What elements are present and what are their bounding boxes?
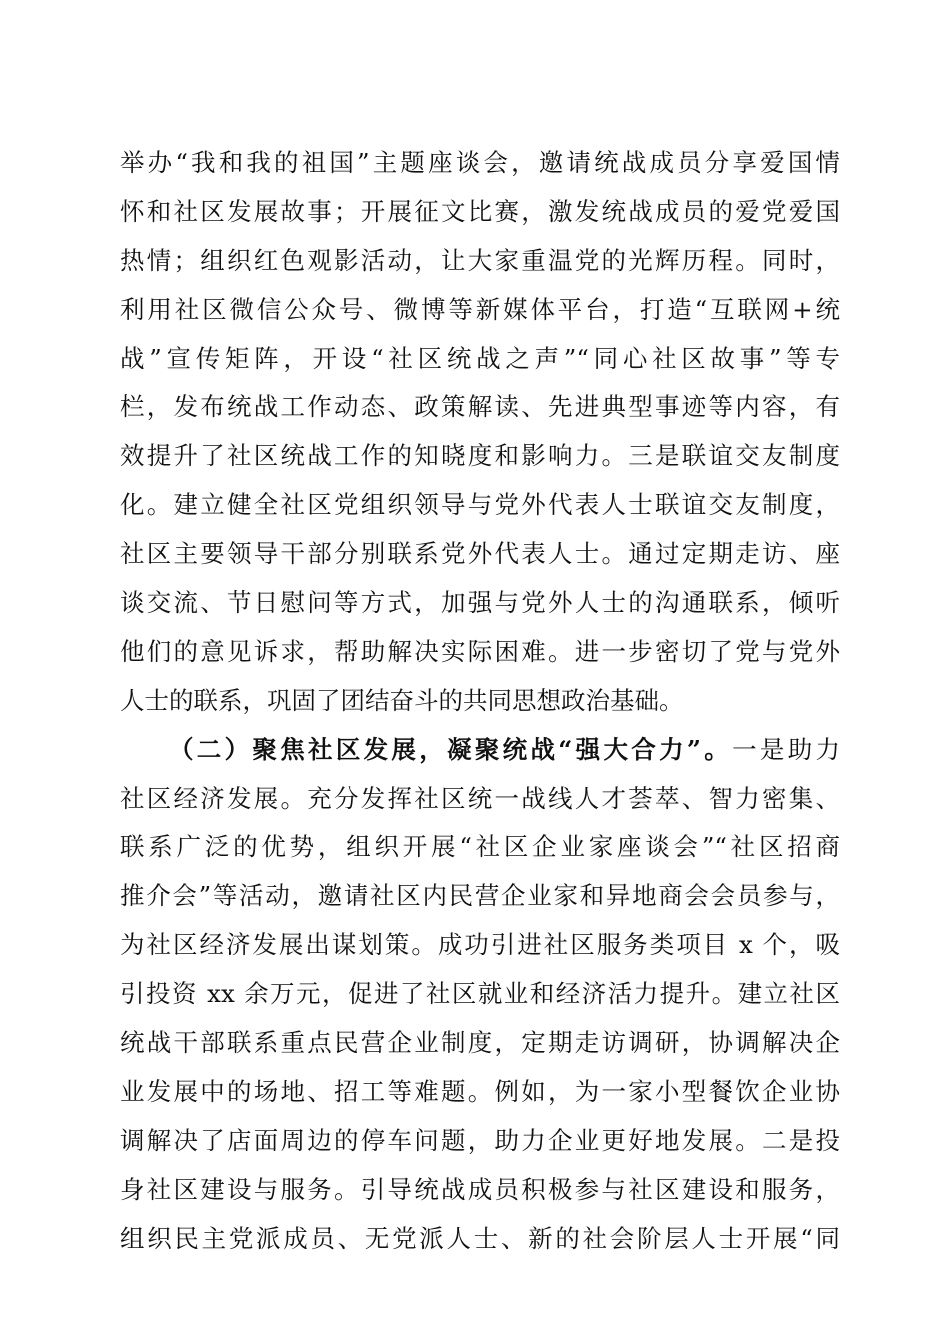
paragraph-1-line: 热情；组织红色观影活动，让大家重温党的光辉历程。同时， (120, 245, 840, 275)
paragraph-1-line: 利用社区微信公众号、微博等新媒体平台，打造“互联网+统 (120, 294, 840, 324)
paragraph-2-line: 身社区建设与服务。引导统战成员积极参与社区建设和服务， (120, 1174, 840, 1204)
paragraph-1-line: 怀和社区发展故事；开展征文比赛，激发统战成员的爱党爱国 (120, 196, 840, 226)
paragraph-1-line: 战”宣传矩阵，开设“社区统战之声”“同心社区故事”等专 (120, 343, 840, 373)
section-heading: （二）聚焦社区发展，凝聚统战“强大合力”。 (169, 734, 733, 764)
paragraph-2-line: 统战干部联系重点民营企业制度，定期走访调研，协调解决企 (120, 1028, 840, 1058)
paragraph-2-first-line-rest: 一是助力 (732, 734, 840, 764)
paragraph-1-line: 社区主要领导干部分别联系党外代表人士。通过定期走访、座 (120, 539, 840, 569)
paragraph-1-line: 举办“我和我的祖国”主题座谈会，邀请统战成员分享爱国情 (120, 148, 840, 177)
paragraph-2-line: 引投资 xx 余万元，促进了社区就业和经济活力提升。建立社区 (120, 979, 840, 1009)
paragraph-1-line: 化。建立健全社区党组织领导与党外代表人士联谊交友制度， (120, 490, 840, 520)
body-text (120, 143, 840, 1267)
paragraph-1-line: 栏，发布统战工作动态、政策解读、先进典型事迹等内容，有 (120, 392, 840, 422)
paragraph-2-line: 业发展中的场地、招工等难题。例如，为一家小型餐饮企业协 (120, 1076, 840, 1106)
paragraph-1-line: 人士的联系，巩固了团结奋斗的共同思想政治基础。 (120, 685, 684, 715)
paragraph-1-line: 谈交流、节日慰问等方式，加强与党外人士的沟通联系，倾听 (120, 588, 840, 618)
paragraph-1-line: 他们的意见诉求，帮助解决实际困难。进一步密切了党与党外 (120, 636, 840, 666)
paragraph-1-line: 效提升了社区统战工作的知晓度和影响力。三是联谊交友制度 (120, 441, 840, 471)
paragraph-2-line: 调解决了店面周边的停车问题，助力企业更好地发展。二是投 (120, 1125, 840, 1155)
paragraph-2-first-line (120, 730, 840, 779)
paragraph-2-line: 组织民主党派成员、无党派人士、新的社会阶层人士开展“同 (120, 1223, 840, 1253)
paragraph-2-line: 社区经济发展。充分发挥社区统一战线人才荟萃、智力密集、 (120, 783, 840, 813)
paragraph-2-line: 联系广泛的优势，组织开展“社区企业家座谈会”“社区招商 (120, 832, 840, 862)
paragraph-2-line: 为社区经济发展出谋划策。成功引进社区服务类项目 x 个，吸 (120, 930, 840, 960)
paragraph-2-line: 推介会”等活动，邀请社区内民营企业家和异地商会会员参与， (120, 881, 840, 911)
